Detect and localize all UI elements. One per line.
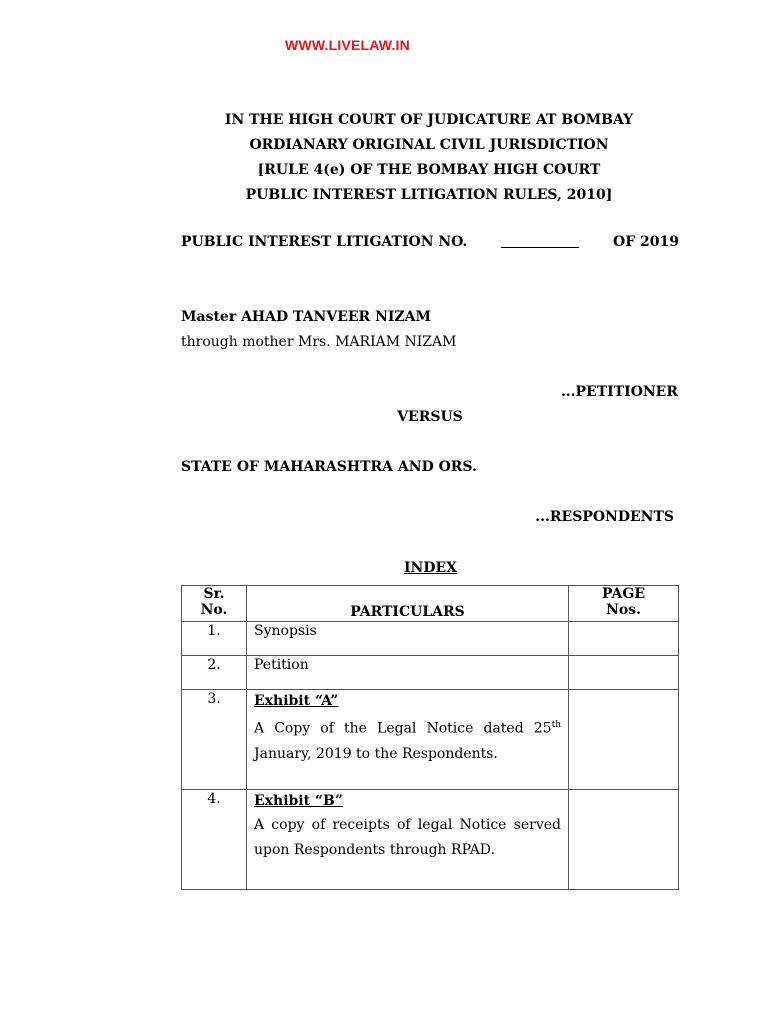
header-nos: Nos. <box>606 602 641 618</box>
heading-line-3: [RULE 4(e) OF THE BOMBAY HIGH COURT <box>257 162 601 178</box>
row-page <box>569 622 679 656</box>
exhibit-description: A Copy of the Legal Notice dated 25th January, 2019 to the Respondents. <box>254 720 561 762</box>
header-no: No. <box>200 602 228 618</box>
pil-number-line <box>181 234 679 250</box>
index-title: INDEX <box>403 560 458 576</box>
exhibit-description: A copy of receipts of legal Notice served upon Respondents through RPAD. <box>254 817 561 858</box>
header-sr-no <box>182 586 247 622</box>
index-table <box>181 585 679 890</box>
table-row <box>182 656 679 690</box>
petitioner-name: Master AHAD TANVEER NIZAM <box>181 309 431 325</box>
heading-line-4: PUBLIC INTEREST LITIGATION RULES, 2010] <box>245 187 613 203</box>
row-number: 3. <box>182 690 247 790</box>
exhibit-title: Exhibit “B” <box>254 793 343 809</box>
row-page <box>569 790 679 890</box>
exhibit-title: Exhibit “A” <box>254 693 339 709</box>
header-particulars: PARTICULARS <box>247 586 569 622</box>
respondent-role: ...RESPONDENTS <box>535 509 674 525</box>
petitioner-through: through mother Mrs. MARIAM NIZAM <box>181 334 457 350</box>
row-particulars: Petition <box>247 656 569 690</box>
pil-prefix: PUBLIC INTEREST LITIGATION NO. <box>181 234 468 250</box>
petitioner-role: ...PETITIONER <box>560 384 678 400</box>
row-page <box>569 690 679 790</box>
heading-line-2: ORDIANARY ORIGINAL CIVIL JURISDICTION <box>249 137 609 153</box>
row-number: 2. <box>182 656 247 690</box>
court-heading <box>150 108 708 208</box>
pil-suffix: OF 2019 <box>613 234 679 250</box>
row-number: 1. <box>182 622 247 656</box>
heading-line-1: IN THE HIGH COURT OF JUDICATURE AT BOMBAY <box>224 112 634 128</box>
row-page <box>569 656 679 690</box>
row-particulars <box>247 790 569 890</box>
row-particulars: Synopsis <box>247 622 569 656</box>
table-row <box>182 690 679 790</box>
header-page: PAGE <box>602 586 645 602</box>
respondent-name: STATE OF MAHARASHTRA AND ORS. <box>181 459 477 475</box>
watermark: WWW.LIVELAW.IN <box>285 37 410 53</box>
versus-label: VERSUS <box>397 409 463 425</box>
header-page-nos <box>569 586 679 622</box>
table-row <box>182 622 679 656</box>
row-number: 4. <box>182 790 247 890</box>
table-row <box>182 790 679 890</box>
pil-number-blank <box>501 234 579 248</box>
header-sr: Sr. <box>203 586 225 602</box>
row-particulars <box>247 690 569 790</box>
table-header-row <box>182 586 679 622</box>
